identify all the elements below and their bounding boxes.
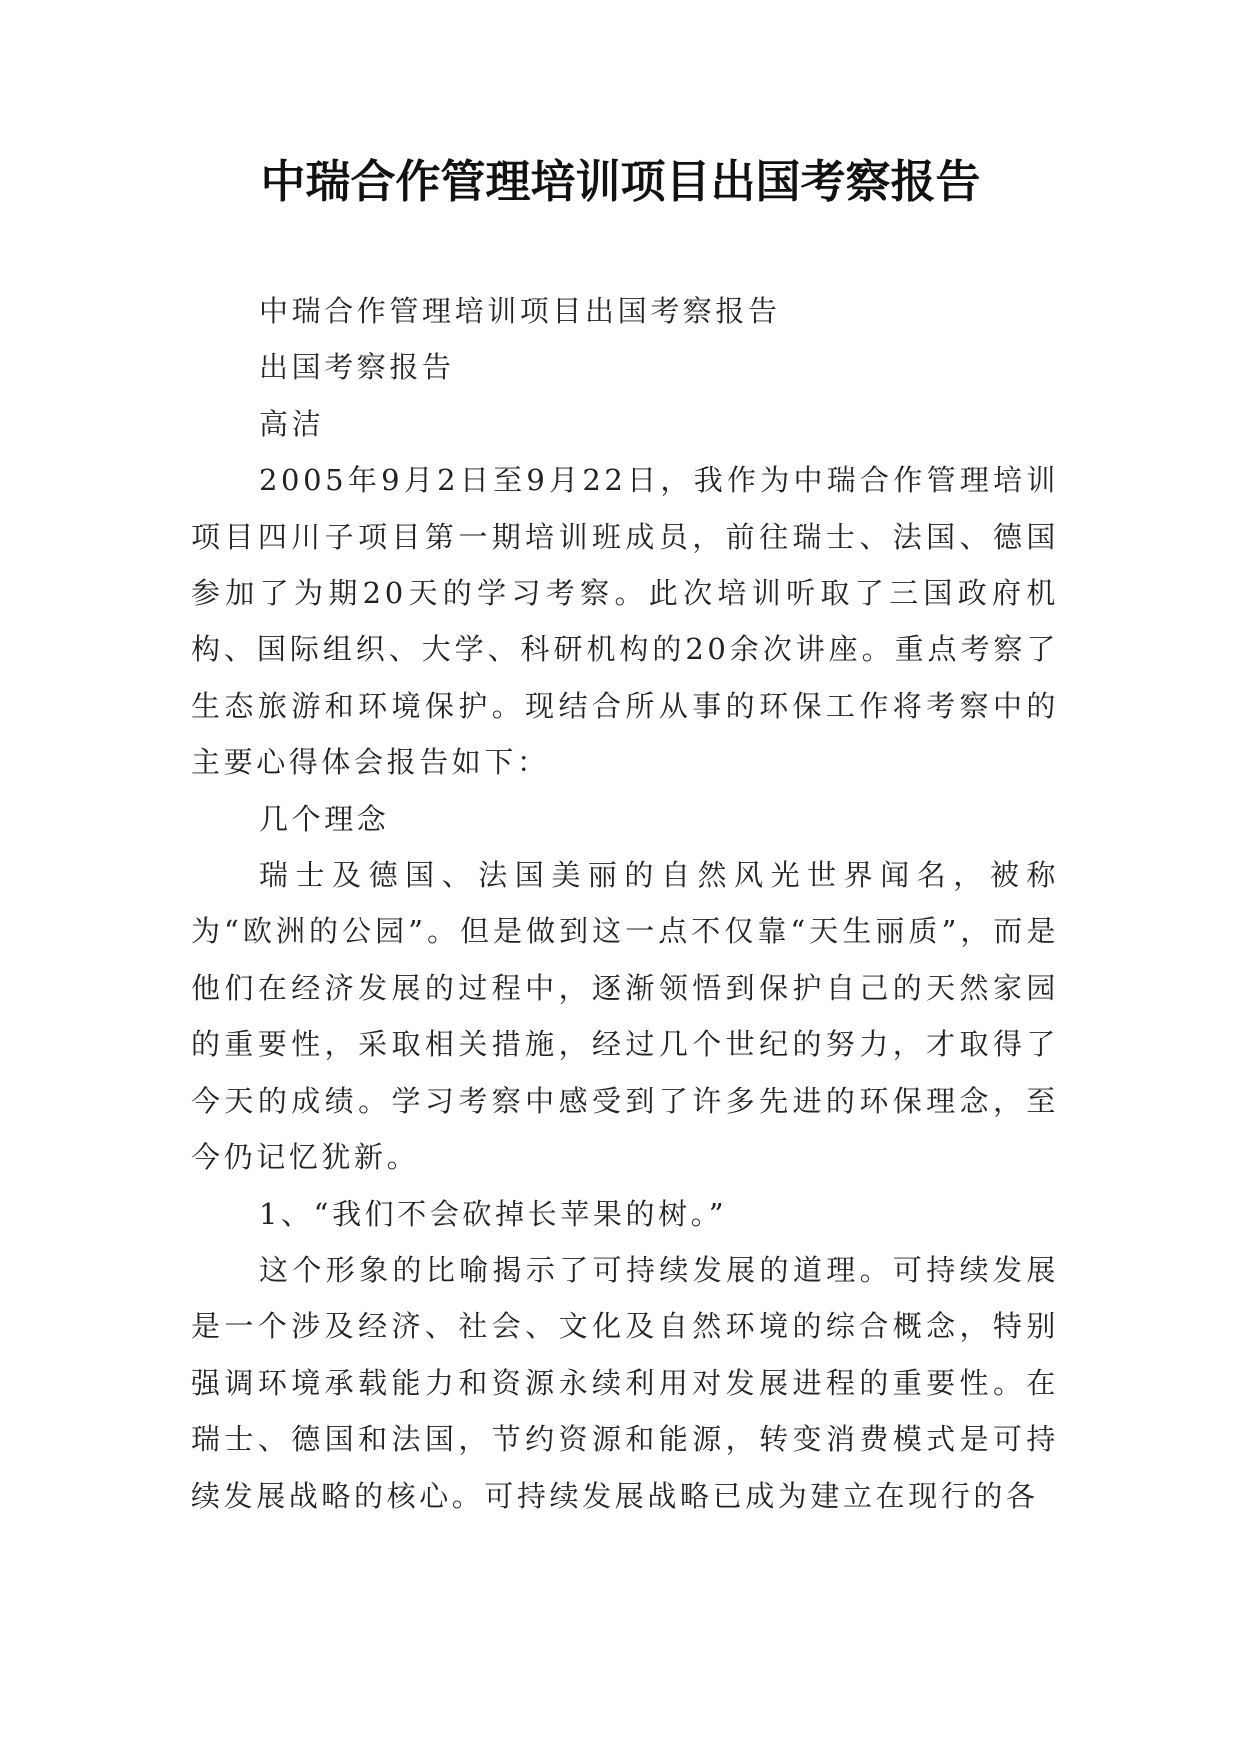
body-paragraph: 这个形象的比喻揭示了可持续发展的道理。可持续发展是一个涉及经济、社会、文化及自然环境的综合概念，特别强调环境承载能力和资源永续利用对发展进程的重要性。在瑞士、德国和法国，节约资源和能源，转变消费模式是可持续发展战略的核心。可持续发展战略已成为建立在现行的各 <box>191 1252 1059 1513</box>
section-heading-paragraph: 几个理念 <box>259 801 390 836</box>
body-paragraph: 瑞士及德国、法国美丽的自然风光世界闻名，被称为“欧洲的公园”。但是做到这一点不仅靠“天生丽质”，而是他们在经济发展的过程中，逐渐领悟到保护自己的天然家园的重要性，采取相关措施，经过几个世纪的努力，才取得了今天的成绩。学习考察中感受到了许多先进的环保理念，至今仍记忆犹新。 <box>191 858 1059 1175</box>
author-paragraph: 高洁 <box>259 406 325 441</box>
document-body <box>191 283 1059 1524</box>
point-heading-paragraph: 1、“我们不会砍掉长苹果的树。” <box>259 1196 728 1231</box>
report-heading-paragraph: 出国考察报告 <box>259 350 455 385</box>
document-title: 中瑞合作管理培训项目出国考察报告 <box>260 155 981 208</box>
subtitle-paragraph: 中瑞合作管理培训项目出国考察报告 <box>259 294 781 328</box>
intro-paragraph: 2005年9月2日至9月22日，我作为中瑞合作管理培训项目四川子项目第一期培训班成员，前往瑞士、法国、德国参加了为期20天的学习考察。此次培训听取了三国政府机构、国际组织、大学、科研机构的20余次讲座。重点考察了生态旅游和环境保护。现结合所从事的环保工作将考察中的主要心得体会报告如下： <box>191 463 1059 780</box>
